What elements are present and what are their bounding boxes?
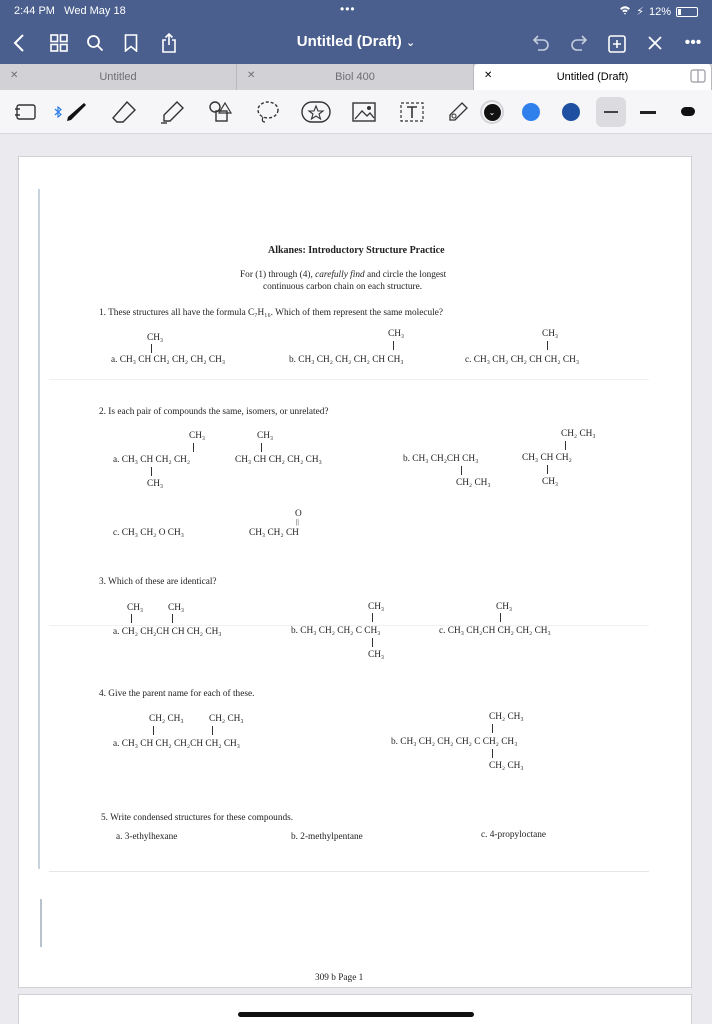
q5c: c. 4-propyloctane xyxy=(481,830,547,840)
tab-untitled-draft[interactable]: ✕ Untitled (Draft) xyxy=(474,64,712,90)
bond-line xyxy=(492,749,493,758)
question-2: 2. Is each pair of compounds the same, isomers, or unrelated? xyxy=(99,407,329,417)
pen-tool-icon[interactable] xyxy=(62,99,90,125)
q4a-branch-2: CH₂ CH₃ xyxy=(209,714,244,724)
bond-line xyxy=(547,341,548,350)
q5b: b. 2-methylpentane xyxy=(291,832,363,842)
stroke-medium-option[interactable] xyxy=(640,111,656,114)
bond-line xyxy=(172,614,173,623)
tab-untitled[interactable]: ✕ Untitled xyxy=(0,64,237,90)
q4b-branch: CH₂ CH₃ xyxy=(489,712,524,722)
q2c2-oxygen: O xyxy=(295,509,302,519)
stroke-thick-option[interactable] xyxy=(681,107,695,116)
q3b-lower-branch: CH₃ xyxy=(368,650,385,660)
swatch-dot: ⌄ xyxy=(484,104,501,121)
q4b-lower-branch: CH₂ CH₃ xyxy=(489,761,524,771)
q2a2-structure: CH₃ CH CH₂ CH₂ CH₃ xyxy=(235,455,322,465)
q3c-structure: c. CH₃ CH₂CH CH₂ CH₂ CH₃ xyxy=(439,626,551,636)
read-mode-icon[interactable] xyxy=(12,99,40,125)
bond-line xyxy=(461,466,462,475)
tab-biol-400[interactable]: ✕ Biol 400 xyxy=(237,64,474,90)
q3a-structure: a. CH₂ CH₂CH CH CH₂ CH₃ xyxy=(113,627,222,637)
laser-pointer-icon[interactable] xyxy=(444,99,472,125)
bond-line xyxy=(492,724,493,733)
q5a: a. 3-ethylhexane xyxy=(116,832,178,842)
top-bar xyxy=(0,0,712,64)
q2b2-lower-branch: CH₃ xyxy=(542,477,559,487)
lasso-tool-icon[interactable] xyxy=(254,99,282,125)
annotation-toolbar xyxy=(0,90,712,134)
tab-close-icon[interactable]: ✕ xyxy=(484,70,493,81)
bond-line xyxy=(393,341,394,350)
stroke-thin-option[interactable] xyxy=(596,97,626,127)
bond-line xyxy=(500,613,501,622)
bond-line xyxy=(193,443,194,452)
document-canvas[interactable] xyxy=(0,134,712,1024)
bond-line xyxy=(151,344,152,353)
tab-close-icon[interactable]: ✕ xyxy=(247,70,256,81)
next-page[interactable] xyxy=(18,994,692,1024)
image-tool-icon[interactable] xyxy=(350,99,378,125)
more-options-icon[interactable]: ••• xyxy=(684,34,702,51)
q4a-structure: a. CH₃ CH CH₂ CH₂CH CH₂ CH₃ xyxy=(113,739,241,749)
q2a1-structure: a. CH₃ CH CH₂ CH₂ xyxy=(113,455,191,465)
tab-bar xyxy=(0,64,712,90)
q2b1-structure: b. CH₃ CH₂CH CH₃ xyxy=(403,454,479,464)
bond-line xyxy=(153,726,154,735)
tab-close-icon[interactable]: ✕ xyxy=(10,70,19,81)
bond-line xyxy=(151,467,152,476)
charging-icon: ⚡ xyxy=(636,6,644,18)
page-footer: 309 b Page 1 xyxy=(315,973,364,983)
instructions-line-1: For (1) through (4), carefully find and circle the longest xyxy=(240,270,447,280)
q1a-branch: CH₃ xyxy=(147,333,164,343)
status-time: 2:44 PM Wed May 18 xyxy=(14,5,126,17)
q1b-structure: b. CH₃ CH₂ CH₂ CH₂ CH CH₃ xyxy=(289,355,404,365)
q3b-structure: b. CH₃ CH₂ CH₂ C CH₃ xyxy=(291,626,381,636)
question-3: 3. Which of these are identical? xyxy=(99,577,217,587)
q3c-branch: CH₃ xyxy=(496,602,513,612)
q1a-structure: a. CH₃ CH CH₂ CH₂ CH₂ CH₃ xyxy=(111,355,226,365)
question-1: 1. These structures all have the formula C₇H₁₆. Which of them represent the same molecule? xyxy=(99,308,443,318)
bond-line xyxy=(372,638,373,647)
color-swatch-navy[interactable] xyxy=(562,103,580,121)
battery-icon xyxy=(676,7,698,17)
worksheet-title: Alkanes: Introductory Structure Practice xyxy=(268,245,445,256)
bond-line xyxy=(565,441,566,450)
question-4: 4. Give the parent name for each of these. xyxy=(99,689,255,699)
undo-icon[interactable] xyxy=(528,30,554,56)
document-title[interactable]: Untitled (Draft) ⌄ xyxy=(296,33,416,50)
bond-line xyxy=(372,613,373,622)
stroke-thin-line xyxy=(604,111,618,113)
q2c2-structure: CH₃ CH₂ CH xyxy=(249,528,299,538)
question-5: 5. Write condensed structures for these compounds. xyxy=(101,813,294,823)
nav-bar xyxy=(0,24,712,64)
color-swatch-blue[interactable] xyxy=(522,103,540,121)
shapes-tool-icon[interactable] xyxy=(206,99,234,125)
sticker-tool-icon[interactable] xyxy=(300,99,332,125)
instructions-line-2: continuous carbon chain on each structure. xyxy=(263,282,423,292)
q2b2-structure: CH₃ CH CH₂ xyxy=(522,453,572,463)
q4a-branch-1: CH₂ CH₃ xyxy=(149,714,184,724)
text-tool-icon[interactable] xyxy=(398,99,426,125)
document-page[interactable] xyxy=(18,156,692,988)
q2b2-branch: CH₂ CH₃ xyxy=(561,429,596,439)
q4b-structure: b. CH₃ CH₂ CH₂ CH₂ C CH₂ CH₃ xyxy=(391,737,518,747)
bond-line xyxy=(547,465,548,474)
color-swatch-black[interactable] xyxy=(480,100,504,124)
q3a-branch-2: CH₃ xyxy=(168,603,185,613)
q2a2-branch: CH₃ xyxy=(257,431,274,441)
bond-line xyxy=(131,614,132,623)
add-page-icon[interactable] xyxy=(604,30,630,56)
q1c-structure: c. CH₃ CH₂ CH₂ CH CH₂ CH₃ xyxy=(465,355,580,365)
q2c2-double-bond: || xyxy=(296,518,299,526)
q2a1-lower-branch: CH₃ xyxy=(147,479,164,489)
status-bar xyxy=(0,0,712,22)
status-right xyxy=(619,5,698,18)
q2c1-structure: c. CH₃ CH₂ O CH₃ xyxy=(113,528,184,538)
q3b-branch: CH₃ xyxy=(368,602,385,612)
highlighter-tool-icon[interactable] xyxy=(158,99,186,125)
bond-line xyxy=(261,443,262,452)
bond-line xyxy=(212,726,213,735)
q2a1-branch: CH₃ xyxy=(189,431,206,441)
split-view-icon[interactable] xyxy=(690,69,706,88)
eraser-tool-icon[interactable] xyxy=(110,99,138,125)
scan-edge-bar xyxy=(40,899,42,947)
close-x-icon[interactable] xyxy=(642,30,668,56)
scanned-worksheet xyxy=(19,157,693,983)
q3a-branch-1: CH₃ xyxy=(127,603,144,613)
home-indicator[interactable] xyxy=(238,1012,474,1017)
wifi-icon xyxy=(619,5,631,18)
multitask-dots-icon[interactable]: ••• xyxy=(340,2,356,16)
redo-icon[interactable] xyxy=(566,30,592,56)
scan-edge-bar xyxy=(38,189,40,869)
q2b1-lower-branch: CH₂ CH₃ xyxy=(456,478,491,488)
q1b-branch: CH₃ xyxy=(388,329,405,339)
battery-percent: 12% xyxy=(648,5,671,18)
q1c-branch: CH₃ xyxy=(542,329,559,339)
